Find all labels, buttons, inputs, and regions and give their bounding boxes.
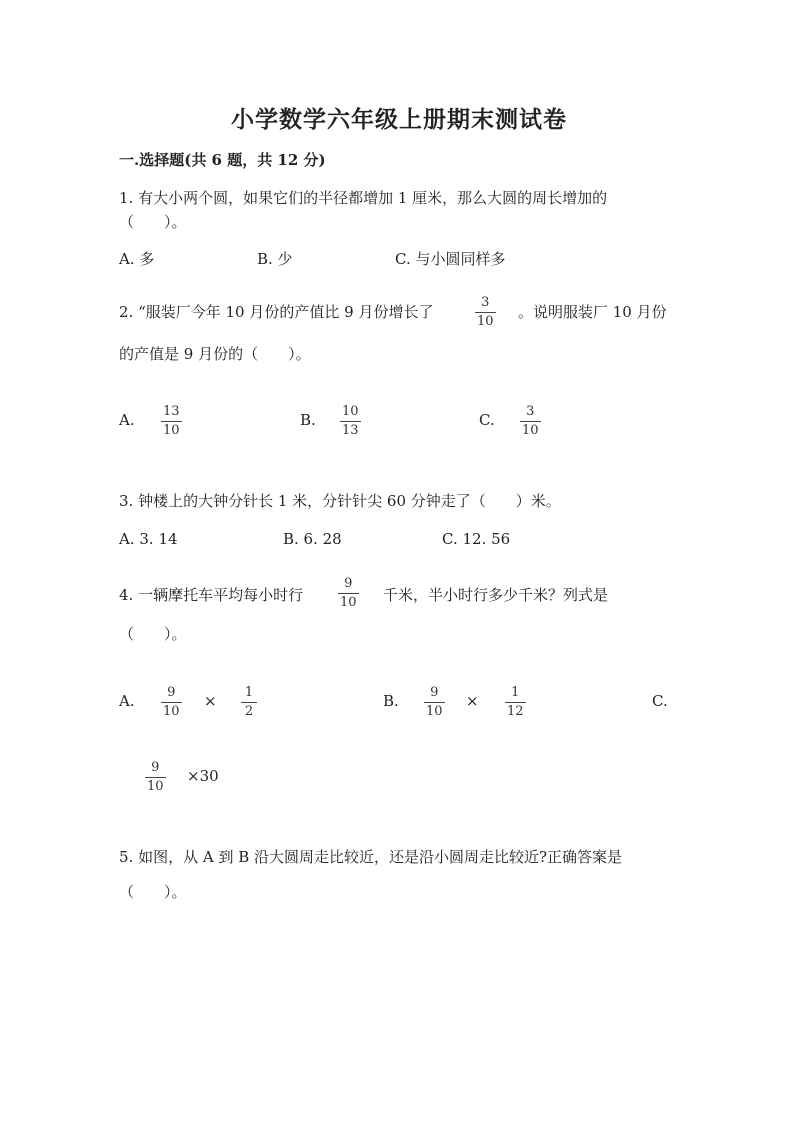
fraction-denominator: 10	[163, 704, 180, 719]
fraction-denominator: 10	[147, 779, 164, 794]
fraction-numerator: 9	[430, 685, 439, 700]
question-3-option-a: A. 3. 14	[119, 530, 178, 548]
question-4-blank: （ ）。	[119, 625, 187, 643]
fraction-numerator: 1	[511, 685, 520, 700]
question-4-fraction	[338, 577, 359, 610]
question-1-option-c: C. 与小圆同样多	[395, 250, 506, 268]
fraction-denominator: 10	[163, 423, 180, 438]
question-4-option-b-fraction-2	[505, 686, 526, 719]
fraction-denominator: 10	[477, 314, 494, 329]
fraction-denominator: 13	[342, 423, 359, 438]
fraction-numerator: 9	[167, 685, 176, 700]
fraction-numerator: 1	[244, 685, 254, 700]
question-2-option-a-label: A.	[119, 411, 135, 429]
question-4-option-a-label: A.	[119, 692, 135, 710]
question-2-option-c-fraction	[520, 405, 541, 438]
fraction-denominator: 2	[244, 704, 254, 719]
multiply-sign: ×	[204, 692, 217, 710]
question-2-blank: 的产值是 9 月份的（ ）。	[119, 345, 311, 363]
question-2-text-start: 2. “服装厂今年 10 月份的产值比 9 月份增长了	[119, 303, 434, 321]
question-1-text: 1. 有大小两个圆，如果它们的半径都增加 1 厘米，那么大圆的周长增加的	[119, 189, 608, 207]
multiply-sign: ×	[466, 692, 479, 710]
question-2-option-b-fraction	[340, 405, 361, 438]
question-1-option-b: B. 少	[257, 250, 293, 268]
fraction-numerator: 9	[344, 576, 353, 591]
question-2-text-end: 。说明服装厂 10 月份	[518, 303, 667, 321]
question-2-option-b-label: B.	[300, 411, 316, 429]
fraction-numerator: 3	[481, 295, 490, 310]
question-2-option-a-fraction	[161, 405, 182, 438]
fraction-numerator: 13	[163, 404, 180, 419]
fraction-numerator: 9	[151, 760, 160, 775]
question-4-option-c-fraction	[145, 761, 166, 794]
question-3-text: 3. 钟楼上的大钟分针长 1 米，分针针尖 60 分钟走了（ ）米。	[119, 492, 561, 510]
fraction-numerator: 3	[526, 404, 535, 419]
fraction-denominator: 12	[507, 704, 524, 719]
question-4-option-b-label: B.	[383, 692, 399, 710]
page-title: 小学数学六年级上册期末测试卷	[231, 106, 567, 133]
question-5-text: 5. 如图，从 A 到 B 沿大圆周走比较近，还是沿小圆周走比较近?正确答案是	[119, 848, 623, 866]
question-1-option-a: A. 多	[119, 250, 155, 268]
question-4-option-b-fraction-1	[424, 686, 445, 719]
question-1-blank: （ ）。	[119, 213, 187, 231]
question-4-option-a-fraction-1	[161, 686, 182, 719]
fraction-denominator: 10	[426, 704, 443, 719]
question-4-text-end: 千米，半小时行多少千米？列式是	[383, 586, 609, 604]
fraction-denominator: 10	[522, 423, 539, 438]
fraction-numerator: 10	[342, 404, 359, 419]
section-heading: 一.选择题(共 6 题，共 12 分)	[119, 151, 326, 169]
question-4-option-c-label: C.	[652, 692, 668, 710]
question-4-option-a-fraction-2	[241, 686, 257, 719]
question-3-option-b: B. 6. 28	[283, 530, 342, 548]
question-5-blank: （ ）。	[119, 883, 187, 901]
question-2-fraction	[475, 296, 496, 329]
question-3-option-c: C. 12. 56	[442, 530, 511, 548]
fraction-denominator: 10	[340, 595, 357, 610]
question-2-option-c-label: C.	[479, 411, 495, 429]
question-4-option-c-tail: ×30	[187, 767, 219, 785]
question-4-text-start: 4. 一辆摩托车平均每小时行	[119, 586, 304, 604]
